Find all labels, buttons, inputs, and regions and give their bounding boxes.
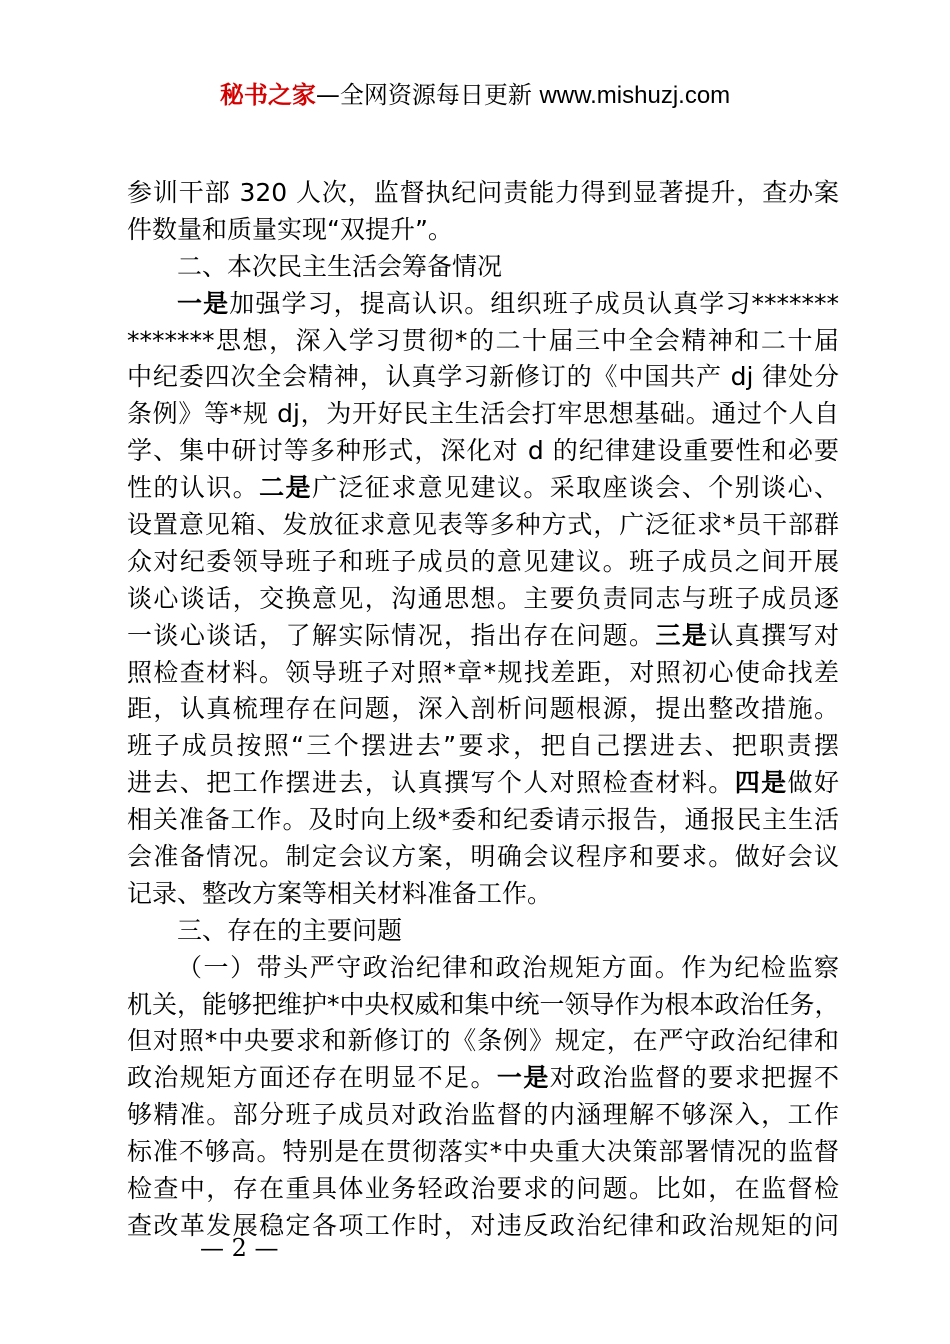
body-line: 学、集中研讨等多种形式，深化对 d 的纪律建设重要性和必要 [127,436,839,466]
document-body [127,175,839,1245]
body-line: 班子成员按照“三个摆进去”要求，把自己摆进去、把职责摆 [127,731,839,761]
header-dash: — [315,81,340,109]
bold-marker: 四是 [734,768,788,798]
body-line: 够精准。部分班子成员对政治监督的内涵理解不够深入，工作 [127,1100,839,1130]
bold-marker: 一是 [177,288,230,318]
body-line: 性的认识。二是广泛征求意见建议。采取座谈会、个别谈心、 [127,473,839,503]
body-line: 谈心谈话，交换意见，沟通思想。主要负责同志与班子成员逐 [127,583,839,613]
body-line: 机关，能够把维护*中央权威和集中统一领导作为根本政治任务， [127,989,840,1019]
page-number: — 2 — [200,1234,279,1262]
body-line: 一是加强学习，提高认识。组织班子成员认真学习******* [177,288,839,318]
bold-marker: 二是 [259,473,312,503]
body-line: 查改革发展稳定各项工作时，对违反政治纪律和政治规矩的问 [127,1210,839,1240]
body-line: 政治规矩方面还存在明显不足。一是对政治监督的要求把握不 [127,1063,839,1093]
body-line: 条例》等*规 dj，为开好民主生活会打牢思想基础。通过个人自 [127,399,839,429]
body-line: 设置意见箱、发放征求意见表等多种方式，广泛征求*员干部群 [127,510,839,540]
section-heading: 二、本次民主生活会筹备情况 [177,251,503,281]
page-header [0,78,950,113]
header-slogan: 全网资源每日更新 [339,81,532,109]
body-line: 参训干部 320 人次，监督执纪问责能力得到显著提升，查办案 [127,178,839,207]
body-line: 中纪委四次全会精神，认真学习新修订的《中国共产 dj 律处分 [127,362,839,392]
body-line: 众对纪委领导班子和班子成员的意见建议。班子成员之间开展 [127,546,839,576]
body-line: 距，认真梳理存在问题，深入剖析问题根源，提出整改措施。 [127,694,839,724]
header-brand: 秘书之家 [219,81,316,109]
subsection-line: （一）带头严守政治纪律和政治规矩方面。作为纪检监察 [177,952,839,982]
body-line: *******思想，深入学习贯彻*的二十届三中全会精神和二十届 [127,325,839,355]
bold-marker: 一是 [496,1063,550,1093]
body-line: 相关准备工作。及时向上级*委和纪委请示报告，通报民主生活 [127,805,839,835]
body-line: 进去、把工作摆进去，认真撰写个人对照检查材料。四是做好 [127,768,839,798]
body-line: 标准不够高。特别是在贯彻落实*中央重大决策部署情况的监督 [127,1137,839,1167]
body-line: 记录、整改方案等相关材料准备工作。 [127,878,553,908]
bold-marker: 三是 [655,620,709,650]
section-heading: 三、存在的主要问题 [177,915,403,945]
body-line: 一谈心谈话，了解实际情况，指出存在问题。三是认真撰写对 [127,620,839,650]
body-line: 会准备情况。制定会议方案，明确会议程序和要求。做好会议 [127,842,839,872]
body-line: 检查中，存在重具体业务轻政治要求的问题。比如，在监督检 [127,1174,839,1204]
header-url[interactable]: www.mishuzj.com [539,82,731,109]
body-line: 照检查材料。领导班子对照*章*规找差距，对照初心使命找差 [127,657,839,687]
body-line: 但对照*中央要求和新修订的《条例》规定，在严守政治纪律和 [127,1026,839,1056]
body-line: 件数量和质量实现“双提升”。 [127,214,453,244]
